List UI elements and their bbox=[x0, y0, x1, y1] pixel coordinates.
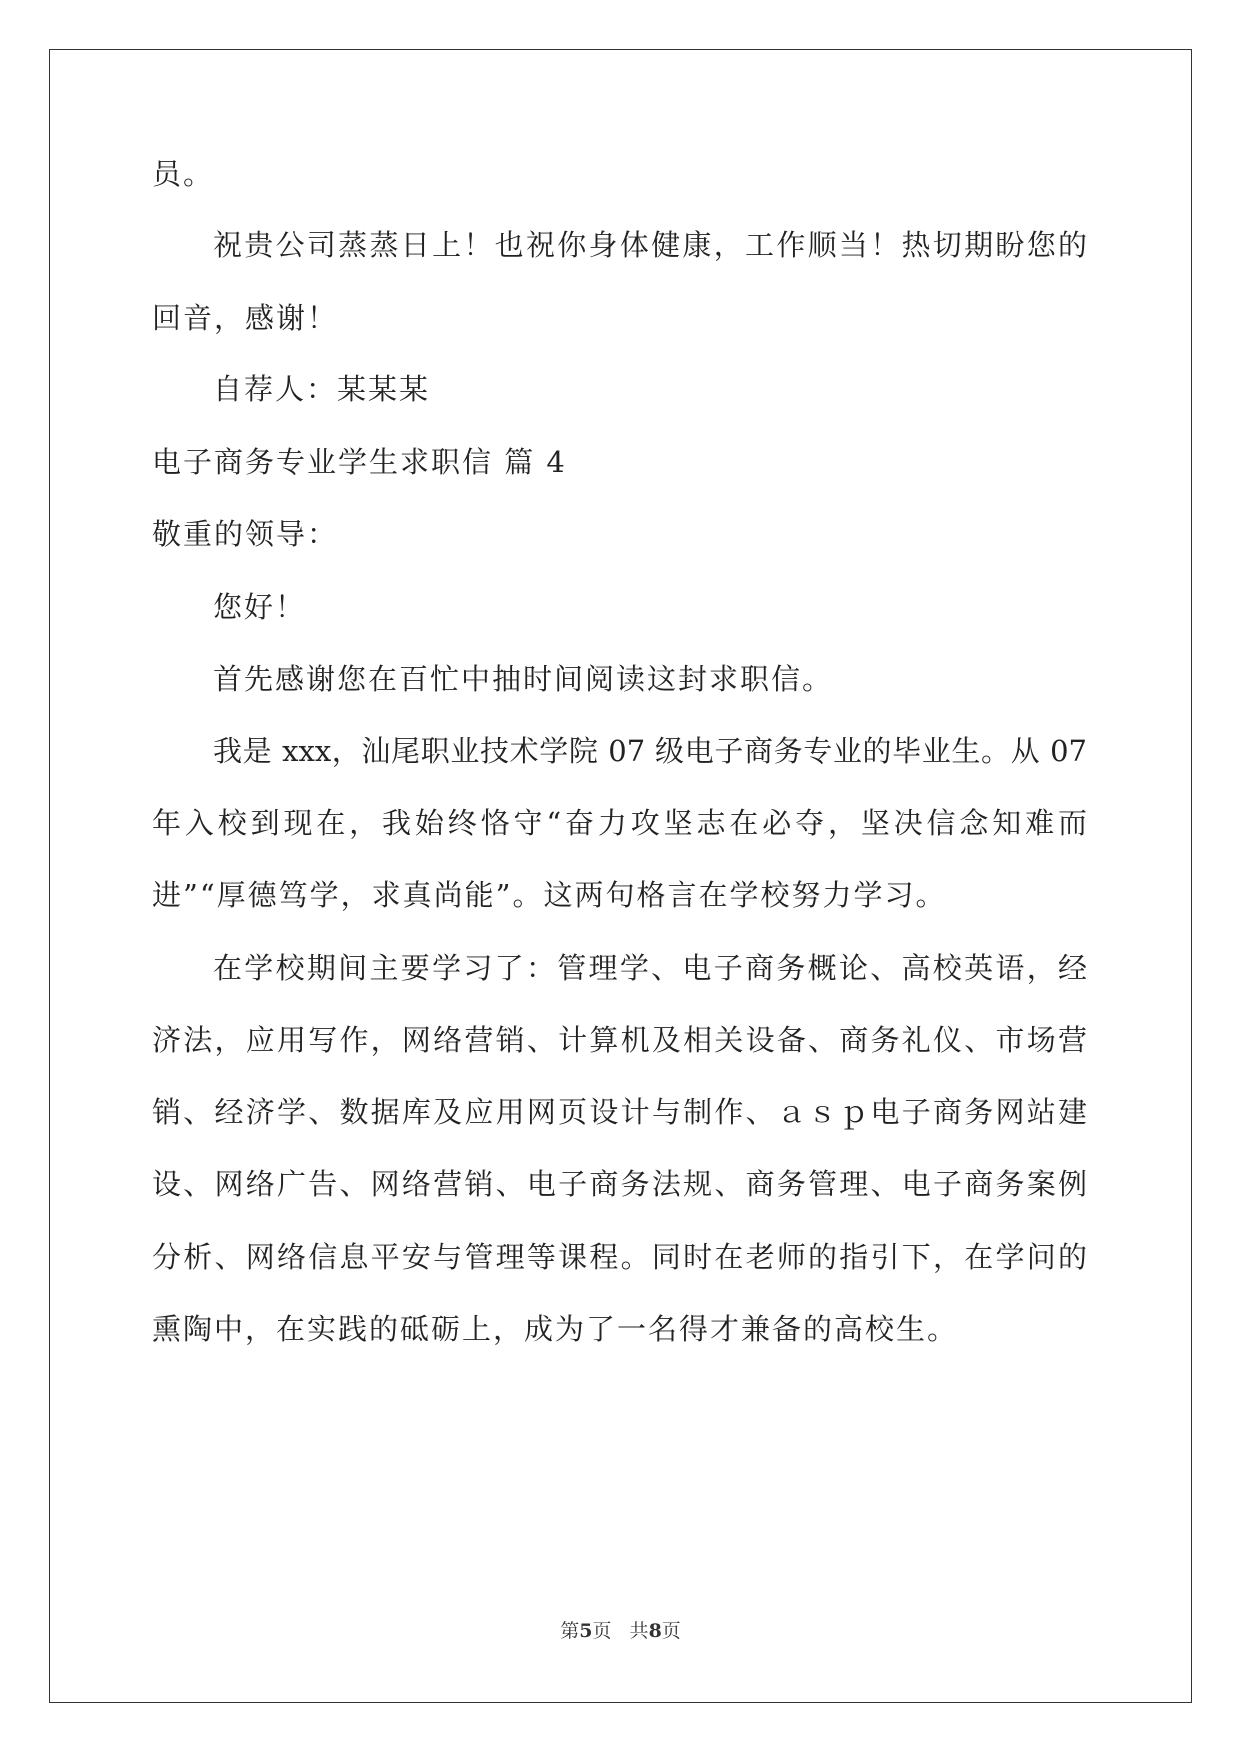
text-line: 销、经济学、数据库及应用网页设计与制作、ａｓｐ电子商务网站建 bbox=[152, 1095, 1087, 1129]
text-line: 分析、网络信息平安与管理等课程。同时在老师的指引下，在学问的 bbox=[152, 1240, 1087, 1274]
text-line: 员。 bbox=[152, 157, 215, 191]
text-line: 济法，应用写作，网络营销、计算机及相关设备、商务礼仪、市场营 bbox=[152, 1023, 1087, 1057]
footer-middle: 页 共 bbox=[592, 1620, 649, 1642]
text-line: 进”“厚德笃学，求真尚能”。这两句格言在学校努力学习。 bbox=[152, 878, 947, 912]
total-page-number: 8 bbox=[648, 1620, 662, 1642]
footer-prefix: 第 bbox=[560, 1620, 580, 1642]
text-line: 熏陶中，在实践的砥砺上，成为了一名得才兼备的高校生。 bbox=[152, 1312, 959, 1346]
text-line: 我是 xxx，汕尾职业技术学院 07 级电子商务专业的毕业生。从 07 bbox=[213, 734, 1087, 768]
footer-suffix: 页 bbox=[661, 1620, 681, 1642]
text-line: 在学校期间主要学习了：管理学、电子商务概论、高校英语，经 bbox=[213, 951, 1087, 985]
text-line: 首先感谢您在百忙中抽时间阅读这封求职信。 bbox=[213, 662, 834, 696]
text-line: 回音，感谢！ bbox=[152, 301, 339, 335]
current-page-number: 5 bbox=[579, 1620, 593, 1642]
page-footer bbox=[0, 1619, 1241, 1643]
salutation: 敬重的领导： bbox=[152, 517, 339, 551]
page-border bbox=[49, 49, 1192, 1703]
text-line: 设、网络广告、网络营销、电子商务法规、商务管理、电子商务案例 bbox=[152, 1167, 1087, 1201]
section-heading: 电子商务专业学生求职信 篇 4 bbox=[152, 445, 567, 479]
signature-line: 自荐人：某某某 bbox=[213, 372, 431, 406]
text-line: 年入校到现在，我始终恪守“奋力攻坚志在必夺，坚决信念知难而 bbox=[152, 806, 1087, 840]
text-line: 祝贵公司蒸蒸日上！也祝你身体健康，工作顺当！热切期盼您的 bbox=[213, 228, 1087, 262]
greeting: 您好！ bbox=[213, 590, 307, 624]
